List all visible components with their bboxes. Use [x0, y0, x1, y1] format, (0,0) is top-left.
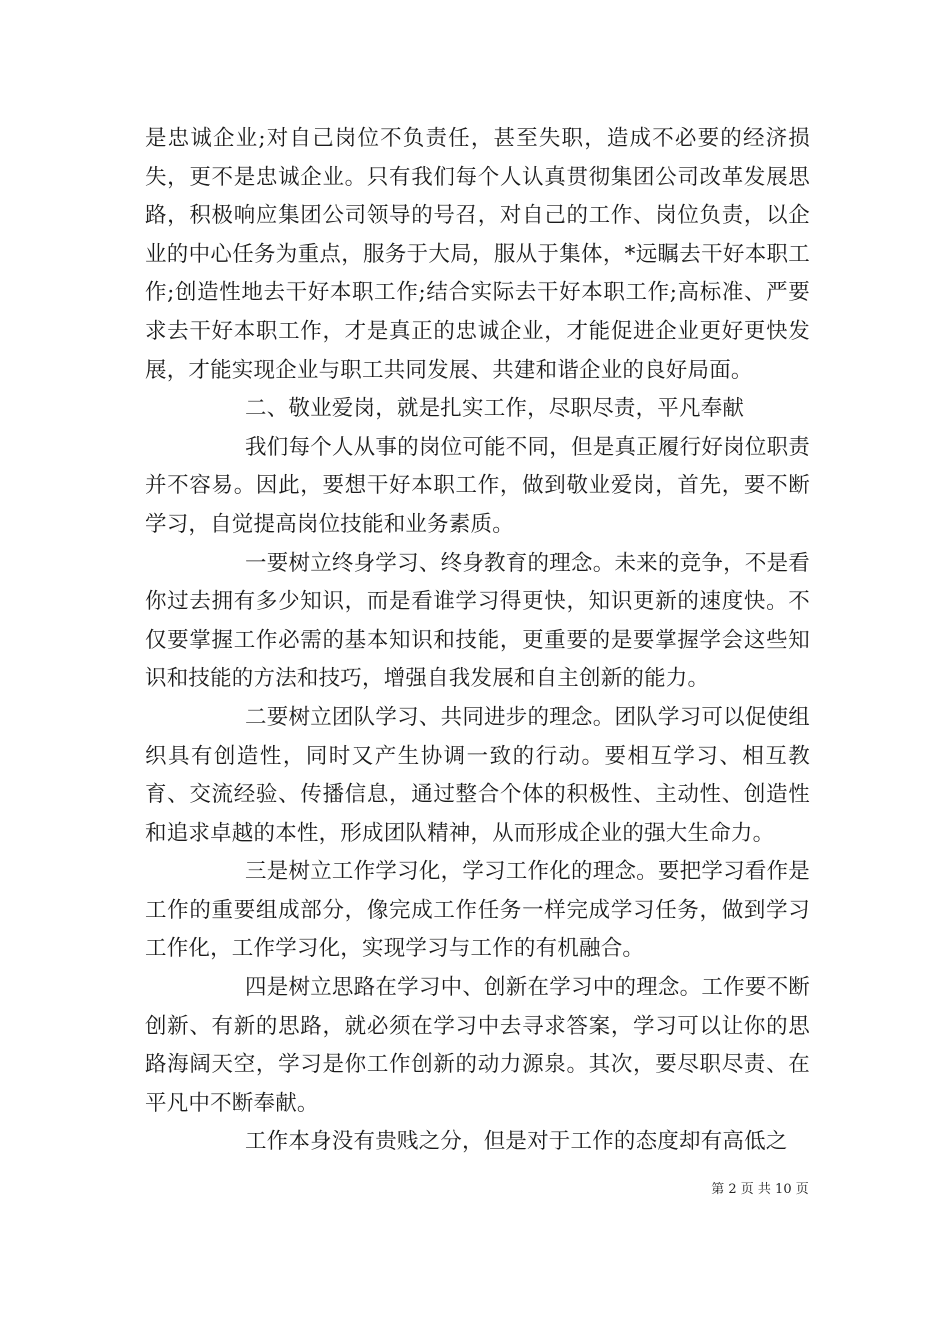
paragraph-7: 四是树立思路在学习中、创新在学习中的理念。工作要不断创新、有新的思路，就必须在学习中去寻求答案，学习可以让你的思路海阔天空，学习是你工作创新的动力源泉。其次，要尽职尽责、在平凡中不断奉献。: [145, 975, 810, 1116]
paragraph-3: 我们每个人从事的岗位可能不同，但是真正履行好岗位职责并不容易。因此，要想干好本职工作，做到敬业爱岗，首先，要不断学习，自觉提高岗位技能和业务素质。: [145, 434, 810, 537]
paragraph-1: 是忠诚企业;对自己岗位不负责任，甚至失职，造成不必要的经济损失，更不是忠诚企业。只有我们每个人认真贯彻集团公司改革发展思路，积极响应集团公司领导的号召，对自己的工作、岗位负责，以企业的中心任务为重点，服务于大局，服从于集体，*远瞩去干好本职工作;创造性地去干好本职工作;结合实际去干好本职工作;高标准、严要求去干好本职工作，才是真正的忠诚企业，才能促进企业更好更快发展，才能实现企业与职工共同发展、共建和谐企业的良好局面。: [145, 126, 810, 383]
page-number-label: 第 2 页 共 10 页: [711, 1182, 809, 1197]
section-heading: 二、敬业爱岗，就是扎实工作，尽职尽责，平凡奉献: [245, 396, 745, 422]
paragraph-8: 工作本身没有贵贱之分，但是对于工作的态度却有高低之: [245, 1129, 788, 1155]
paragraph-4: 一要树立终身学习、终身教育的理念。未来的竞争，不是看你过去拥有多少知识，而是看谁学习得更快，知识更新的速度快。不仅要掌握工作必需的基本知识和技能，更重要的是要掌握学会这些知识和技能的方法和技巧，增强自我发展和自主创新的能力。: [145, 550, 810, 692]
paragraph-6: 三是树立工作学习化，学习工作化的理念。要把学习看作是工作的重要组成部分，像完成工作任务一样完成学习任务，做到学习工作化，工作学习化，实现学习与工作的有机融合。: [145, 859, 810, 962]
page-footer: [0, 1178, 950, 1197]
document-body: [145, 120, 810, 1162]
paragraph-5: 二要树立团队学习、共同进步的理念。团队学习可以促使组织具有创造性，同时又产生协调一致的行动。要相互学习、相互教育、交流经验、传播信息，通过整合个体的积极性、主动性、创造性和追求卓越的本性，形成团队精神，从而形成企业的强大生命力。: [145, 704, 810, 846]
